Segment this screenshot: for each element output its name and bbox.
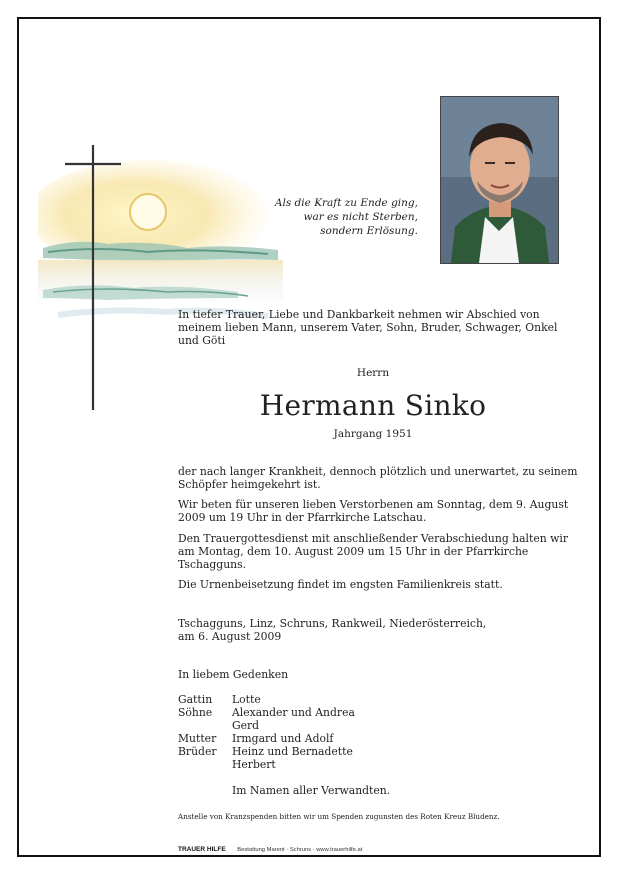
paragraph: Wir beten für unseren lieben Verstorbenen am Sonntag, dem 9. August 2009 um 19 Uhr in der Pfarrkirche Latschau.	[178, 498, 569, 524]
paragraph: Die Urnenbeisetzung findet im engsten Familienkreis statt.	[178, 578, 503, 591]
footer-brand: TRAUER HILFE	[178, 846, 226, 853]
relatives-line: Im Namen aller Verwandten.	[232, 784, 391, 797]
family-names: Alexander und Andrea	[232, 706, 355, 719]
paragraph: Den Trauergottesdienst mit anschließender Verabschiedung halten wir am Montag, dem 10. August 2009 um 15 Uhr in der Pfarrkirche Tschagguns.	[178, 532, 568, 571]
family-row	[178, 693, 390, 706]
family-names: Herbert	[232, 758, 276, 771]
family-row	[178, 758, 390, 771]
family-names: Gerd	[232, 719, 260, 732]
quote-line: sondern Erlösung.	[320, 225, 418, 237]
family-role	[178, 758, 232, 771]
date-line: am 6. August 2009	[178, 630, 282, 643]
family-names: Heinz und Bernadette	[232, 745, 353, 758]
family-row	[178, 706, 390, 719]
family-role: Söhne	[178, 706, 213, 719]
quote-line: war es nicht Sterben,	[303, 211, 418, 223]
memory-heading: In liebem Gedenken	[178, 668, 289, 681]
quote-line: Als die Kraft zu Ende ging,	[274, 197, 418, 209]
intro-text: In tiefer Trauer, Liebe und Dankbarkeit nehmen wir Abschied von meinem lieben Mann, unserem Vater, Sohn, Bruder, Schwager, Onkel und Göti	[178, 308, 558, 347]
family-role: Mutter	[178, 732, 217, 745]
family-row	[178, 745, 390, 758]
quote	[250, 196, 418, 238]
portrait-photo	[440, 96, 559, 264]
salutation: Herrn	[356, 367, 390, 379]
birth-year: Jahrgang 1951	[333, 428, 413, 440]
footer-info: Bestattung Marent · Schruns · www.trauerhilfe.at	[237, 847, 363, 853]
footer	[178, 846, 362, 853]
family-row	[178, 719, 390, 732]
place-line: Tschagguns, Linz, Schruns, Rankweil, Niederösterreich,	[178, 617, 487, 630]
family-role: Brüder	[178, 745, 217, 758]
family-names: Lotte	[232, 693, 261, 706]
family-row	[178, 732, 390, 745]
donation-note: Anstelle von Kranzspenden bitten wir um Spenden zugunsten des Roten Kreuz Bludenz.	[178, 812, 500, 821]
deceased-name: Hermann Sinko	[259, 389, 487, 422]
family-row	[178, 784, 390, 797]
family-role: Gattin	[178, 693, 213, 706]
family-names: Irmgard und Adolf	[232, 732, 334, 745]
family-list	[178, 693, 390, 797]
family-role	[178, 719, 232, 732]
paragraph: der nach langer Krankheit, dennoch plötzlich und unerwartet, zu seinem Schöpfer heimgekehrt ist.	[178, 465, 578, 491]
